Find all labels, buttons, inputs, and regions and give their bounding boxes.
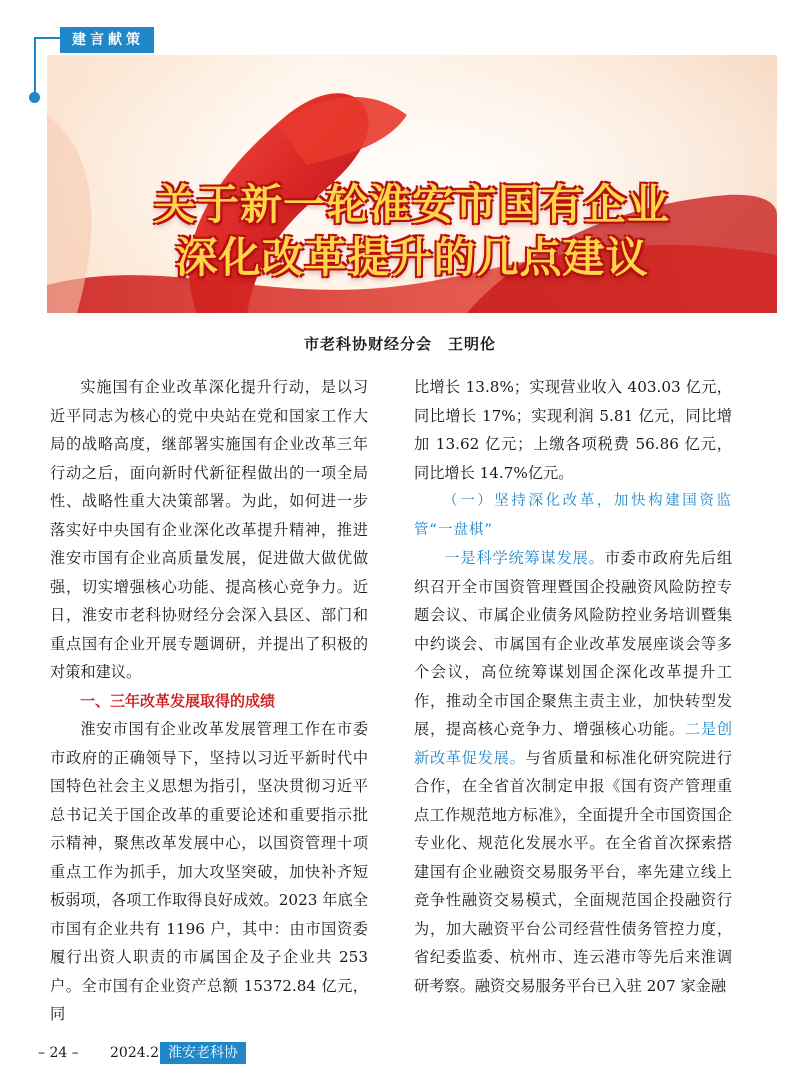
author-byline: 市老科协财经分会 王明伦 [303,335,496,353]
continued-paragraph: 比增长 13.8%；实现营业收入 403.03 亿元，同比增长 17%；实现利润 5.81 亿元，同比增加 13.62 亿元；上缴各项税费 56.86 亿元，同比增长 14.7%亿元。 [414,378,732,482]
header-vertical-rule [34,37,36,97]
lead-phrase-2: 二是创新改革促发展。 [414,720,732,767]
achievements-paragraph: 淮安市国有企业改革发展管理工作在市委市政府的正确领导下，坚持以习近平新时代中国特色社会主义思想为指引，坚决贯彻习近平总书记关于国企改革的重要论述和重要指示批示精神，聚焦改革发展中心，以国资管理十项重点工作为抓手，加大攻坚突破，加快补齐短板弱项，各项工作取得良好成效。2023 年底全市国有企业共有 1196 户，其中：由市国资委履行出资人职责的市属国企及子企业共 253 户。全市国有企业资产总额 15372.84 亿元，同 [50,720,368,1023]
page-number: – 24 – [38,1045,79,1061]
header-dot [29,92,40,103]
article-title-line-1: 关于新一轮淮安市国有企业 [153,180,670,229]
right-column [414,373,732,1000]
intro-paragraph: 实施国有企业改革深化提升行动，是以习近平同志为核心的党中央站在党和国家工作大局的战略高度，继部署实施国有企业改革三年行动之后，面向新时代新征程做出的一项全局性、战略性重大决策部署。为此，如何进一步落实好中央国有企业深化改革提升精神，推进淮安市国有企业高质量发展，促进做大做优做强，切实增强核心功能、提高核心竞争力。近日，淮安市老科协财经分会深入县区、部门和重点国有企业开展专题调研，并提出了积极的对策和建议。 [50,378,368,681]
planning-paragraph [414,544,732,1000]
lead-phrase-1: 一是科学统筹谋发展。 [444,549,605,567]
left-column [50,373,368,1029]
section-heading-1: 一、三年改革发展取得的成绩 [80,691,276,710]
section-tag: 建言献策 [60,27,154,53]
planning-text: 市委市政府先后组织召开全市国资管理暨国企投融资风险防控专题会议、市属企业债务风险防控业务培训暨集中约谈会、市属国有企业改革发展座谈会等多个会议，高位统筹谋划国企深化改革提升工作，推动全市国企聚焦主责主业，加快转型发展，提高核心竞争力、增强核心功能。 [414,549,733,738]
publication-name: 淮安老科协 [160,1042,246,1064]
issue-label: 2024.2 [110,1045,159,1061]
article-title-line-2: 深化改革提升的几点建议 [175,233,649,282]
article-banner [47,55,777,313]
subsection-heading-1: （一）坚持深化改革，加快构建国资监管“一盘棋” [414,493,732,538]
innovation-text: 与省质量和标准化研究院进行合作，在全省首次制定申报《国有资产管理重点工作规范地方标准》，全面提升全市国资国企专业化、规范化发展水平。在全省首次探索搭建国有企业融资交易服务平台，率先建立线上竞争性融资交易模式，全面规范国企投融资行为，加大融资平台公司经营性债务管控力度，省纪委监委、杭州市、连云港市等先后来淮调研考察。融资交易服务平台已入驻 207 家金融 [414,748,732,995]
